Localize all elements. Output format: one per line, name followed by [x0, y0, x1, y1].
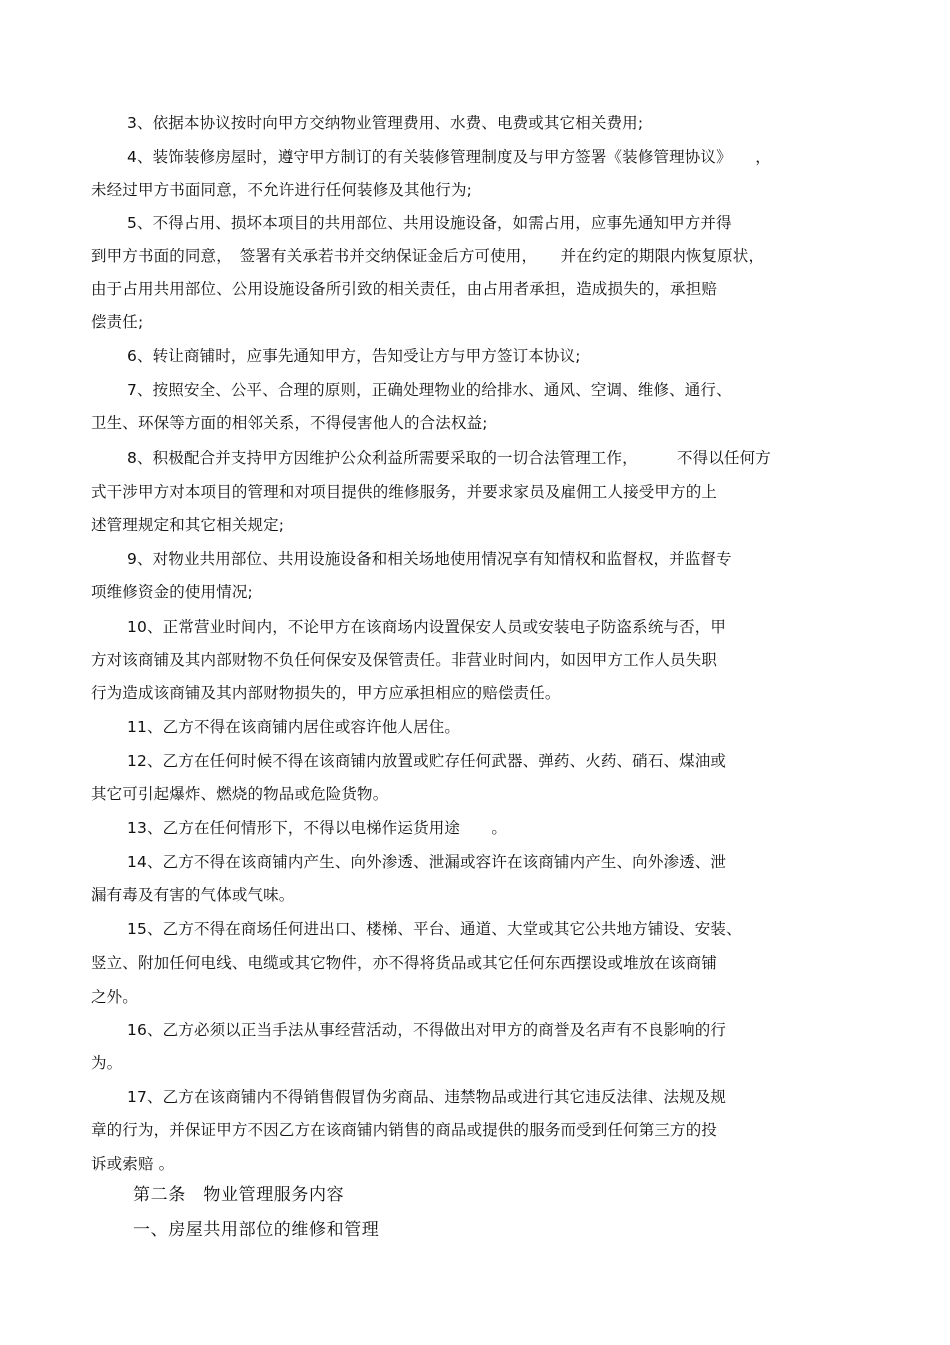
clause-5-line-2: 到甲方书面的同意， 签署有关承若书并交纳保证金后方可使用， 并在约定的期限内恢复原状， — [91, 247, 765, 265]
clause-4-line-2: 未经过甲方书面同意，不允许进行任何装修及其他行为; — [91, 181, 472, 199]
clause-15-line-3: 之外。 — [91, 988, 138, 1006]
clause-8-line-3: 述管理规定和其它相关规定; — [91, 516, 285, 534]
clause-9-line-1: 9、对物业共用部位、共用设施设备和相关场地使用情况享有知情权和监督权，并监督专 — [127, 550, 732, 568]
clause-7-line-2: 卫生、环保等方面的相邻关系，不得侵害他人的合法权益; — [91, 414, 488, 432]
clause-5-line-4: 偿责任; — [91, 313, 144, 331]
clause-13-line-1: 13、乙方在任何情形下，不得以电梯作运货用途 。 — [127, 819, 507, 837]
clause-10-line-3: 行为造成该商铺及其内部财物损失的，甲方应承担相应的赔偿责任。 — [91, 684, 561, 702]
clause-17-line-1: 17、乙方在该商铺内不得销售假冒伪劣商品、违禁物品或进行其它违反法律、法规及规 — [127, 1088, 727, 1106]
clause-5-line-3: 由于占用共用部位、公用设施设备所引致的相关责任，由占用者承担，造成损失的，承担赔 — [91, 280, 718, 298]
clause-4-line-1: 4、装饰装修房屋时，遵守甲方制订的有关装修管理制度及与甲方签署《装修管理协议》 ， — [127, 148, 771, 166]
clause-12-line-2: 其它可引起爆炸、燃烧的物品或危险货物。 — [91, 785, 389, 803]
clause-10-line-1: 10、正常营业时间内，不论甲方在该商场内设置保安人员或安装电子防盗系统与否，甲 — [127, 618, 727, 636]
clause-8-line-1: 8、积极配合并支持甲方因维护公众利益所需要采取的一切合法管理工作， 不得以任何方 — [127, 449, 771, 467]
clause-12-line-1: 12、乙方在任何时候不得在该商铺内放置或贮存任何武器、弹药、火药、硝石、煤油或 — [127, 752, 727, 770]
clause-15-line-1: 15、乙方不得在商场任何进出口、楼梯、平台、通道、大堂或其它公共地方铺设、安装、 — [127, 920, 742, 938]
clause-11-line-1: 11、乙方不得在该商铺内居住或容许他人居住。 — [127, 718, 461, 736]
clause-7-line-1: 7、按照安全、公平、合理的原则，正确处理物业的给排水、通风、空调、维修、通行、 — [127, 381, 732, 399]
section-heading: 第二条 物业管理服务内容 — [133, 1185, 345, 1205]
clause-8-line-2: 式干涉甲方对本项目的管理和对项目提供的维修服务，并要求家员及雇佣工人接受甲方的上 — [91, 483, 718, 501]
subsection-heading: 一、房屋共用部位的维修和管理 — [133, 1220, 380, 1240]
clause-3-line-1: 3、依据本协议按时向甲方交纳物业管理费用、水费、电费或其它相关费用; — [127, 114, 644, 132]
clause-16-line-2: 为。 — [91, 1054, 123, 1072]
clause-14-line-2: 漏有毒及有害的气体或气味。 — [91, 886, 295, 904]
clause-6-line-1: 6、转让商铺时，应事先通知甲方，告知受让方与甲方签订本协议; — [127, 347, 581, 365]
clause-5-line-1: 5、不得占用、损坏本项目的共用部位、共用设施设备，如需占用，应事先通知甲方并得 — [127, 214, 732, 232]
clause-9-line-2: 项维修资金的使用情况; — [91, 583, 253, 601]
clause-14-line-1: 14、乙方不得在该商铺内产生、向外渗透、泄漏或容许在该商铺内产生、向外渗透、泄 — [127, 853, 727, 871]
clause-16-line-1: 16、乙方必须以正当手法从事经营活动，不得做出对甲方的商誉及名声有不良影响的行 — [127, 1021, 727, 1039]
clause-15-line-2: 竖立、附加任何电线、电缆或其它物件，亦不得将货品或其它任何东西摆设或堆放在该商铺 — [91, 954, 718, 972]
clause-17-line-3: 诉或索赔 。 — [91, 1155, 175, 1173]
clause-10-line-2: 方对该商铺及其内部财物不负任何保安及保管责任。非营业时间内，如因甲方工作人员失职 — [91, 651, 718, 669]
clause-17-line-2: 章的行为，并保证甲方不因乙方在该商铺内销售的商品或提供的服务而受到任何第三方的投 — [91, 1121, 718, 1139]
